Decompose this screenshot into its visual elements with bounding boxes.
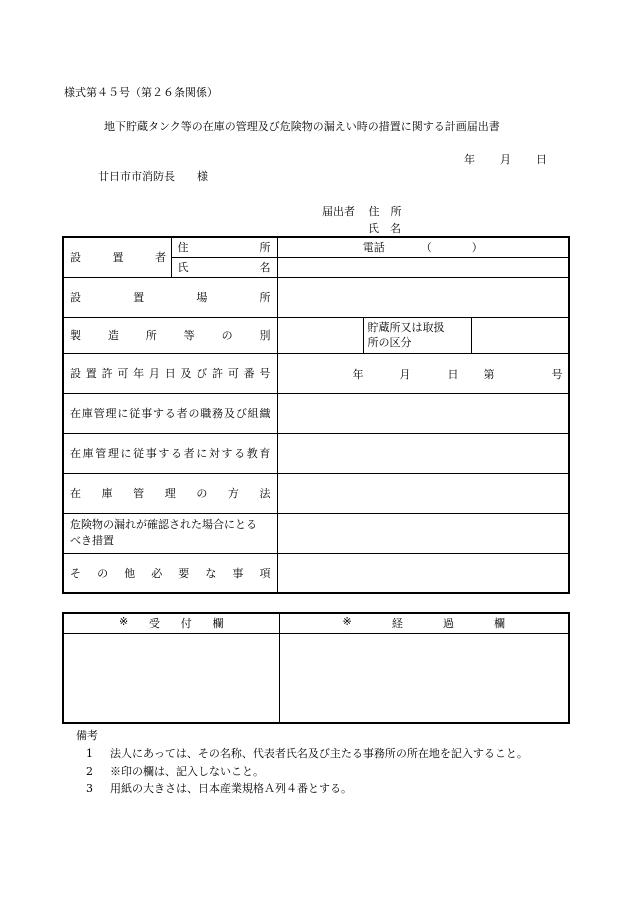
installer-address-field[interactable] <box>277 237 569 257</box>
leak-measures-label-line2: べき措置 <box>70 534 114 547</box>
note-text: 用紙の大きさは、日本産業規格Ａ列４番とする。 <box>110 782 352 795</box>
note-number: 3 <box>86 782 93 795</box>
leak-measures-field[interactable] <box>277 513 569 553</box>
storage-class-label-line1: 貯蔵所又は取扱 <box>367 321 445 334</box>
inventory-method-label: 在 庫 管 理 の 方 法 <box>70 487 271 500</box>
document-title: 地下貯蔵タンク等の在庫の管理及び危険物の漏えい時の措置に関する計画届出書 <box>104 120 500 133</box>
permit-dai-label: 第 <box>483 368 495 381</box>
phone-open-paren: （ <box>420 241 432 255</box>
reception-char-1: 受 <box>148 617 160 631</box>
date-year-label: 年 <box>464 153 475 166</box>
leak-measures-label-cell <box>63 513 277 553</box>
inventory-method-field[interactable] <box>277 473 569 513</box>
phone-close-paren: ） <box>471 241 483 255</box>
inventory-method-label-cell <box>63 473 277 513</box>
location-label-cell <box>63 277 277 317</box>
note-number: 2 <box>86 765 93 778</box>
phone-label: 電話 <box>362 241 385 255</box>
storage-class-label-line2: 所の区分 <box>367 336 412 349</box>
permit-month-label: 月 <box>399 368 411 381</box>
location-label: 設 置 場 所 <box>70 291 271 304</box>
reception-char-3: 欄 <box>212 617 224 631</box>
form-number: 様式第４５号（第２６条関係） <box>64 86 218 99</box>
date-day-label: 日 <box>536 153 547 166</box>
other-label: そ の 他 必 要 な 事 項 <box>70 566 271 580</box>
other-label-cell <box>63 553 277 593</box>
installer-label-cell <box>63 237 171 277</box>
leak-measures-label-line1: 危険物の漏れが確認された場合にとる <box>70 518 257 531</box>
facility-type-label-cell <box>63 317 277 353</box>
installer-address-label-cell <box>171 237 277 257</box>
location-field[interactable] <box>277 277 569 317</box>
permit-field[interactable] <box>277 353 569 393</box>
office-use-table <box>62 612 570 724</box>
staff-education-label-cell <box>63 433 277 473</box>
reception-header <box>63 613 279 633</box>
installer-label: 設 置 者 <box>70 251 166 265</box>
staff-education-label: 在 庫 管 理 に 従 事 す る 者 に 対 す る 教 育 <box>70 447 271 460</box>
installer-name-label-cell <box>171 257 277 277</box>
facility-type-label: 製 造 所 等 の 別 <box>70 329 271 342</box>
staff-org-label-cell <box>63 393 277 433</box>
date-month-label: 月 <box>500 153 511 166</box>
reception-field <box>63 633 279 723</box>
installer-address-label: 住 所 <box>177 241 271 255</box>
permit-gou-label: 号 <box>551 368 563 381</box>
applicant-name-label: 氏 名 <box>368 222 401 235</box>
progress-char-1: 経 <box>391 617 403 631</box>
permit-day-label: 日 <box>447 368 459 381</box>
reception-mark: ※ <box>119 615 129 629</box>
staff-org-field[interactable] <box>277 393 569 433</box>
notes-heading: 備考 <box>76 729 98 742</box>
applicant-address-row <box>322 203 402 219</box>
note-number: 1 <box>86 747 93 760</box>
applicant-address-label: 住 所 <box>368 205 402 218</box>
progress-char-3: 欄 <box>494 617 505 631</box>
staff-education-field[interactable] <box>277 433 569 473</box>
note-item <box>86 780 352 796</box>
note-item <box>86 763 264 779</box>
progress-char-2: 過 <box>442 617 454 631</box>
progress-mark: ※ <box>342 615 352 629</box>
applicant-label: 届出者 <box>322 205 355 218</box>
facility-type-field[interactable] <box>277 317 363 353</box>
permit-year-label: 年 <box>352 368 364 381</box>
other-field[interactable] <box>277 553 569 593</box>
note-item <box>86 745 528 761</box>
note-text: ※印の欄は、記入しないこと。 <box>110 765 264 778</box>
storage-class-label-cell <box>363 317 471 353</box>
storage-class-field[interactable] <box>471 317 569 353</box>
progress-field <box>279 633 569 723</box>
reception-char-2: 付 <box>180 617 192 631</box>
staff-org-label: 在 庫 管 理 に 従 事 す る 者 の 職 務 及 び 組 織 <box>70 407 271 420</box>
permit-label: 設 置 許 可 年 月 日 及 び 許 可 番 号 <box>70 367 271 380</box>
installer-name-label: 氏 名 <box>177 261 271 274</box>
installer-name-field[interactable] <box>277 257 569 277</box>
addressee: 廿日市市消防長 様 <box>98 170 208 183</box>
permit-label-cell <box>63 353 277 393</box>
note-text: 法人にあっては、その名称、代表者氏名及び主たる事務所の所在地を記入すること。 <box>110 747 528 760</box>
progress-header <box>279 613 569 633</box>
application-form-table <box>62 236 570 594</box>
